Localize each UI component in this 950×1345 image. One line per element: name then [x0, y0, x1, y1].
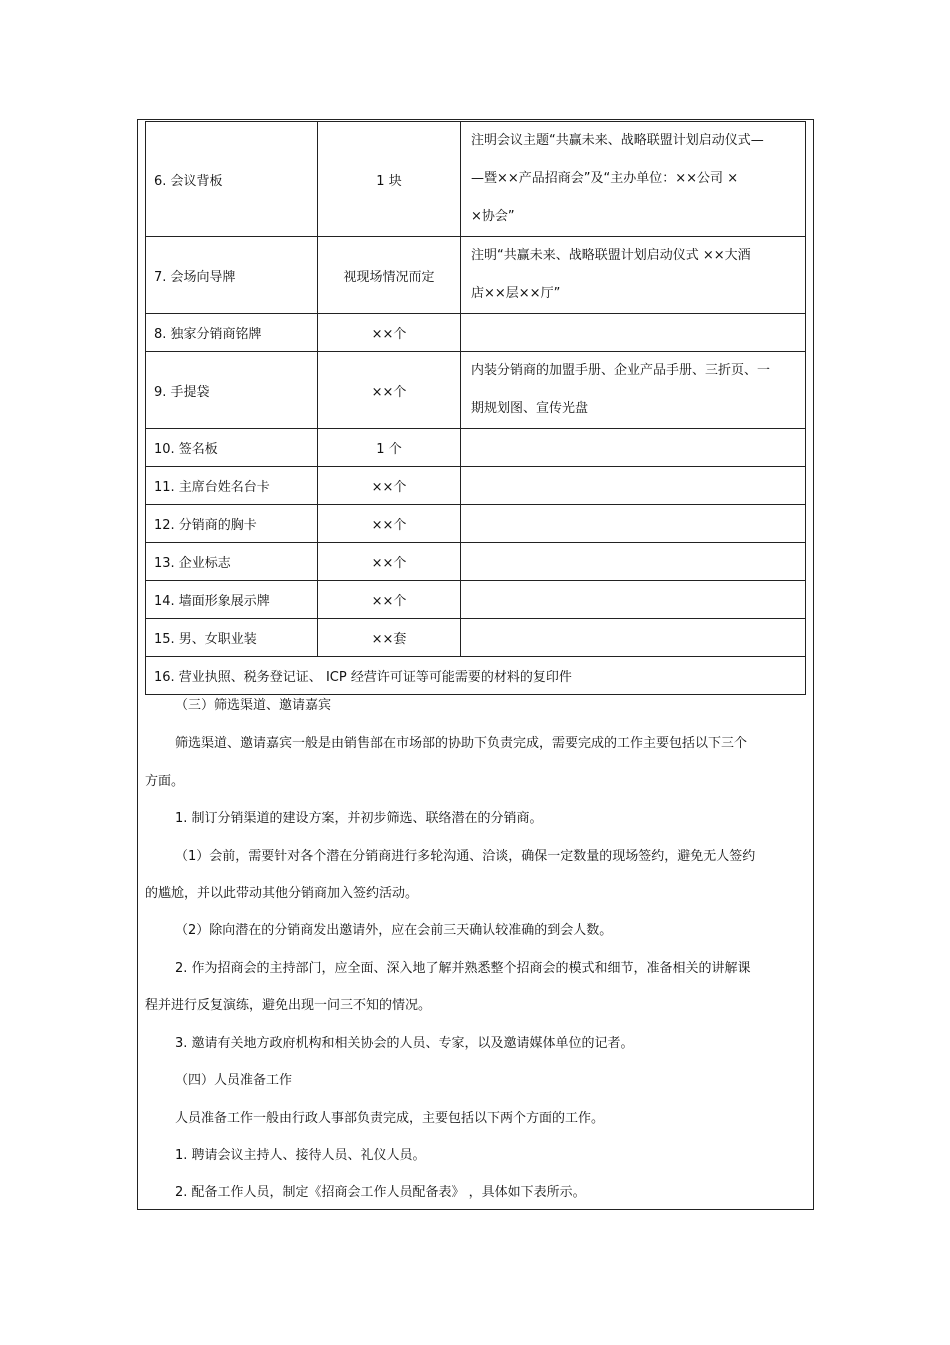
table-row — [146, 352, 806, 429]
paragraph: （2）除向潜在的分销商发出邀请外，应在会前三天确认较准确的到会人数。 — [175, 923, 613, 938]
table-row — [146, 505, 806, 543]
item-name: 13. 企业标志 — [146, 543, 318, 581]
item-note — [461, 543, 806, 581]
table-row — [146, 543, 806, 581]
paragraph: 筛选渠道、邀请嘉宾一般是由销售部在市场部的协助下负责完成，需要完成的工作主要包括以下三个 — [175, 736, 748, 751]
note-line-text: 注明“共赢未来、战略联盟计划启动仪式 — [471, 248, 699, 263]
item-note — [461, 505, 806, 543]
paragraph: 2. 配备工作人员，制定《招商会工作人员配备表》 ，具体如下表所示。 — [175, 1185, 586, 1200]
item-name: 15. 男、女职业装 — [146, 619, 318, 657]
note-line-tail: ××大酒 — [702, 248, 751, 263]
item-name: 14. 墙面形象展示牌 — [146, 581, 318, 619]
table-row — [146, 657, 806, 695]
table-row — [146, 581, 806, 619]
item-note — [461, 467, 806, 505]
item-name: 9. 手提袋 — [146, 352, 318, 429]
item-note — [461, 581, 806, 619]
item-name: 11. 主席台姓名台卡 — [146, 467, 318, 505]
item-note — [461, 352, 806, 429]
item-quantity: ××个 — [318, 467, 461, 505]
item-quantity: 1 个 — [318, 429, 461, 467]
paragraph: 1. 聘请会议主持人、接待人员、礼仪人员。 — [175, 1148, 426, 1163]
table-row — [146, 237, 806, 314]
table-row — [146, 619, 806, 657]
item-note — [461, 314, 806, 352]
materials-table — [145, 121, 806, 695]
item-name: 10. 签名板 — [146, 429, 318, 467]
item-quantity: ××个 — [318, 581, 461, 619]
paragraph: （1）会前，需要针对各个潜在分销商进行多轮沟通、洽谈，确保一定数量的现场签约，避免无人签约 — [175, 849, 756, 864]
item-name: 7. 会场向导牌 — [146, 237, 318, 314]
paragraph: 的尴尬，并以此带动其他分销商加入签约活动。 — [145, 886, 419, 901]
paragraph: 2. 作为招商会的主持部门，应全面、深入地了解并熟悉整个招商会的模式和细节，准备相关的讲解课 — [175, 961, 751, 976]
item-name: 16. 营业执照、税务登记证、 ICP 经营许可证等可能需要的材料的复印件 — [146, 657, 806, 695]
item-quantity: ××个 — [318, 543, 461, 581]
table-row — [146, 314, 806, 352]
note-line: 内装分销商的加盟手册、企业产品手册、三折页、一 — [471, 363, 771, 378]
note-line — [471, 160, 795, 198]
item-quantity: ××个 — [318, 314, 461, 352]
item-name: 8. 独家分销商铭牌 — [146, 314, 318, 352]
item-quantity: 视现场情况而定 — [318, 237, 461, 314]
item-note — [461, 122, 806, 237]
item-note — [461, 237, 806, 314]
table-row — [146, 429, 806, 467]
item-quantity: ××套 — [318, 619, 461, 657]
note-line: 店××层××厅” — [471, 286, 561, 301]
item-quantity: ××个 — [318, 505, 461, 543]
section-heading: （四）人员准备工作 — [175, 1073, 293, 1088]
item-name: 6. 会议背板 — [146, 122, 318, 237]
note-line — [471, 237, 795, 275]
note-line-text: —暨××产品招商会”及“主办单位：××公司 — [471, 171, 724, 186]
item-quantity: 1 块 — [318, 122, 461, 237]
item-note — [461, 429, 806, 467]
table-row — [146, 122, 806, 237]
paragraph: 方面。 — [145, 774, 185, 789]
note-line-tail: × — [727, 171, 739, 186]
item-note — [461, 619, 806, 657]
note-line: 注明会议主题“共赢未来、战略联盟计划启动仪式— — [471, 133, 764, 148]
section-heading: （三）筛选渠道、邀请嘉宾 — [175, 698, 332, 713]
table-row — [146, 467, 806, 505]
item-name: 12. 分销商的胸卡 — [146, 505, 318, 543]
note-line: ×协会” — [471, 209, 515, 224]
paragraph: 3. 邀请有关地方政府机构和相关协会的人员、专家，以及邀请媒体单位的记者。 — [175, 1036, 634, 1051]
paragraph: 1. 制订分销渠道的建设方案，并初步筛选、联络潜在的分销商。 — [175, 811, 543, 826]
note-line: 期规划图、宣传光盘 — [471, 401, 589, 416]
item-quantity: ××个 — [318, 352, 461, 429]
paragraph: 程并进行反复演练，避免出现一问三不知的情况。 — [145, 998, 432, 1013]
paragraph: 人员准备工作一般由行政人事部负责完成，主要包括以下两个方面的工作。 — [175, 1111, 605, 1126]
